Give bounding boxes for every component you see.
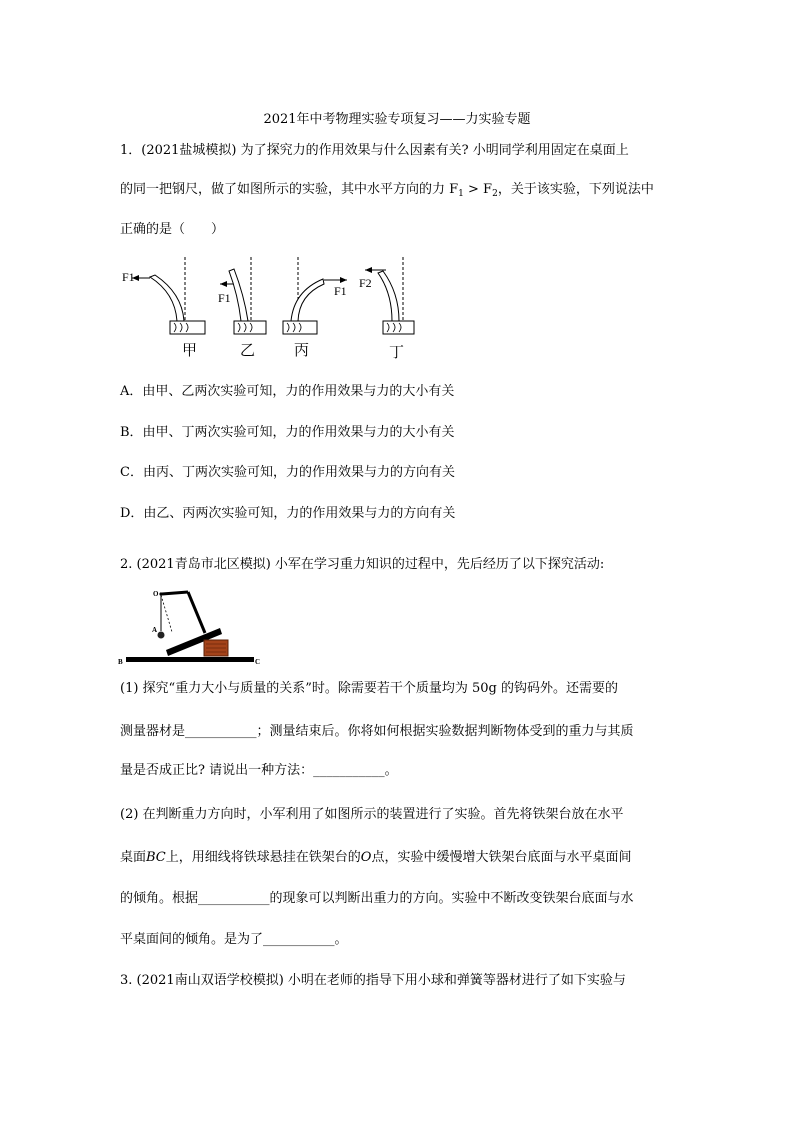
panel-bing	[283, 257, 347, 359]
q2-p2-line-2-bc: BC	[146, 850, 166, 865]
panel-yi	[218, 257, 266, 359]
q1-line-2-post: ，关于该实验，下列说法中	[497, 182, 654, 197]
panel-label-jia: 甲	[182, 343, 198, 359]
force-label-1: F1	[122, 270, 135, 284]
q2-p2-line-2-o: O	[360, 850, 372, 865]
panel-label-bing: 丙	[294, 343, 310, 359]
q1-option-a: A．由甲、乙两次实验可知，力的作用效果与力的大小有关	[120, 384, 455, 399]
panel-ding	[359, 257, 414, 361]
q2-p2-line-3: 的倾角。根据___________的现象可以判断出重力的方向。实验中不断改变铁架台底面与水	[120, 891, 634, 906]
q2-p2-line-2-mid: 上，用细线将铁球悬挂在铁架台的	[165, 850, 361, 865]
q2-p1-line-2: 测量器材是___________；测量结束后。你将如何根据实验数据判断物体受到的重力与其质	[120, 724, 634, 739]
q1-line-3: 正确的是（ ）	[120, 222, 225, 237]
ruler-experiment-figure	[118, 255, 428, 363]
panel-label-ding: 丁	[389, 345, 405, 361]
q2-p2-line-1: (2) 在判断重力方向时，小军利用了如图所示的装置进行了实验。首先将铁架台放在水平	[120, 807, 624, 822]
q2-p2-line-2-pre: 桌面	[120, 850, 147, 865]
q3-line-1: 3. (2021南山双语学校模拟) 小明在老师的指导下用小球和弹簧等器材进行了如下实验与	[120, 973, 626, 988]
label-o: O	[153, 590, 159, 598]
force-label-2: F1	[218, 291, 231, 305]
q2-p1-line-1: (1) 探究“重力大小与质量的关系”时。除需要若干个质量均为 50g 的钩码外。还需要的	[120, 681, 618, 696]
q1-line-2-mid: > F	[463, 182, 493, 197]
q1-option-c: C．由丙、丁两次实验可知，力的作用效果与力的方向有关	[120, 465, 455, 480]
page-title: 2021年中考物理实验专项复习——力实验专题	[263, 112, 531, 127]
q2-p1-line-3: 量是否成正比? 请说出一种方法：___________。	[120, 763, 398, 778]
q1-option-b: B．由甲、丁两次实验可知，力的作用效果与力的大小有关	[120, 425, 455, 440]
panel-jia	[122, 257, 205, 359]
label-a: A	[152, 626, 158, 634]
iron-stand-figure	[116, 584, 266, 670]
q1-option-d: D．由乙、丙两次实验可知，力的作用效果与力的方向有关	[120, 506, 456, 521]
q2-p2-line-2-post: 点，实验中缓慢增大铁架台底面与水平桌面间	[371, 850, 632, 865]
label-b: B	[118, 658, 123, 666]
q1-line-1: 1．(2021盐城模拟) 为了探究力的作用效果与什么因素有关? 小明同学利用固定在桌面上	[120, 143, 629, 158]
force-label-4: F2	[359, 276, 372, 290]
panel-label-yi: 乙	[240, 343, 256, 359]
q1-line-2-pre: 的同一把钢尺，做了如图所示的实验，其中水平方向的力 F	[120, 182, 459, 197]
label-c: C	[255, 658, 261, 666]
q2-intro: 2. (2021青岛市北区模拟) 小军在学习重力知识的过程中，先后经历了以下探究活动:	[120, 557, 605, 572]
q1-line-2: 的同一把钢尺，做了如图所示的实验，其中水平方向的力 $F_1 > F_2$，关于该实验，下列说法中	[120, 182, 654, 199]
force-label-3: F1	[334, 284, 347, 298]
q2-p2-line-4: 平桌面间的倾角。是为了___________。	[120, 932, 348, 947]
q2-p2-line-2	[120, 850, 631, 866]
